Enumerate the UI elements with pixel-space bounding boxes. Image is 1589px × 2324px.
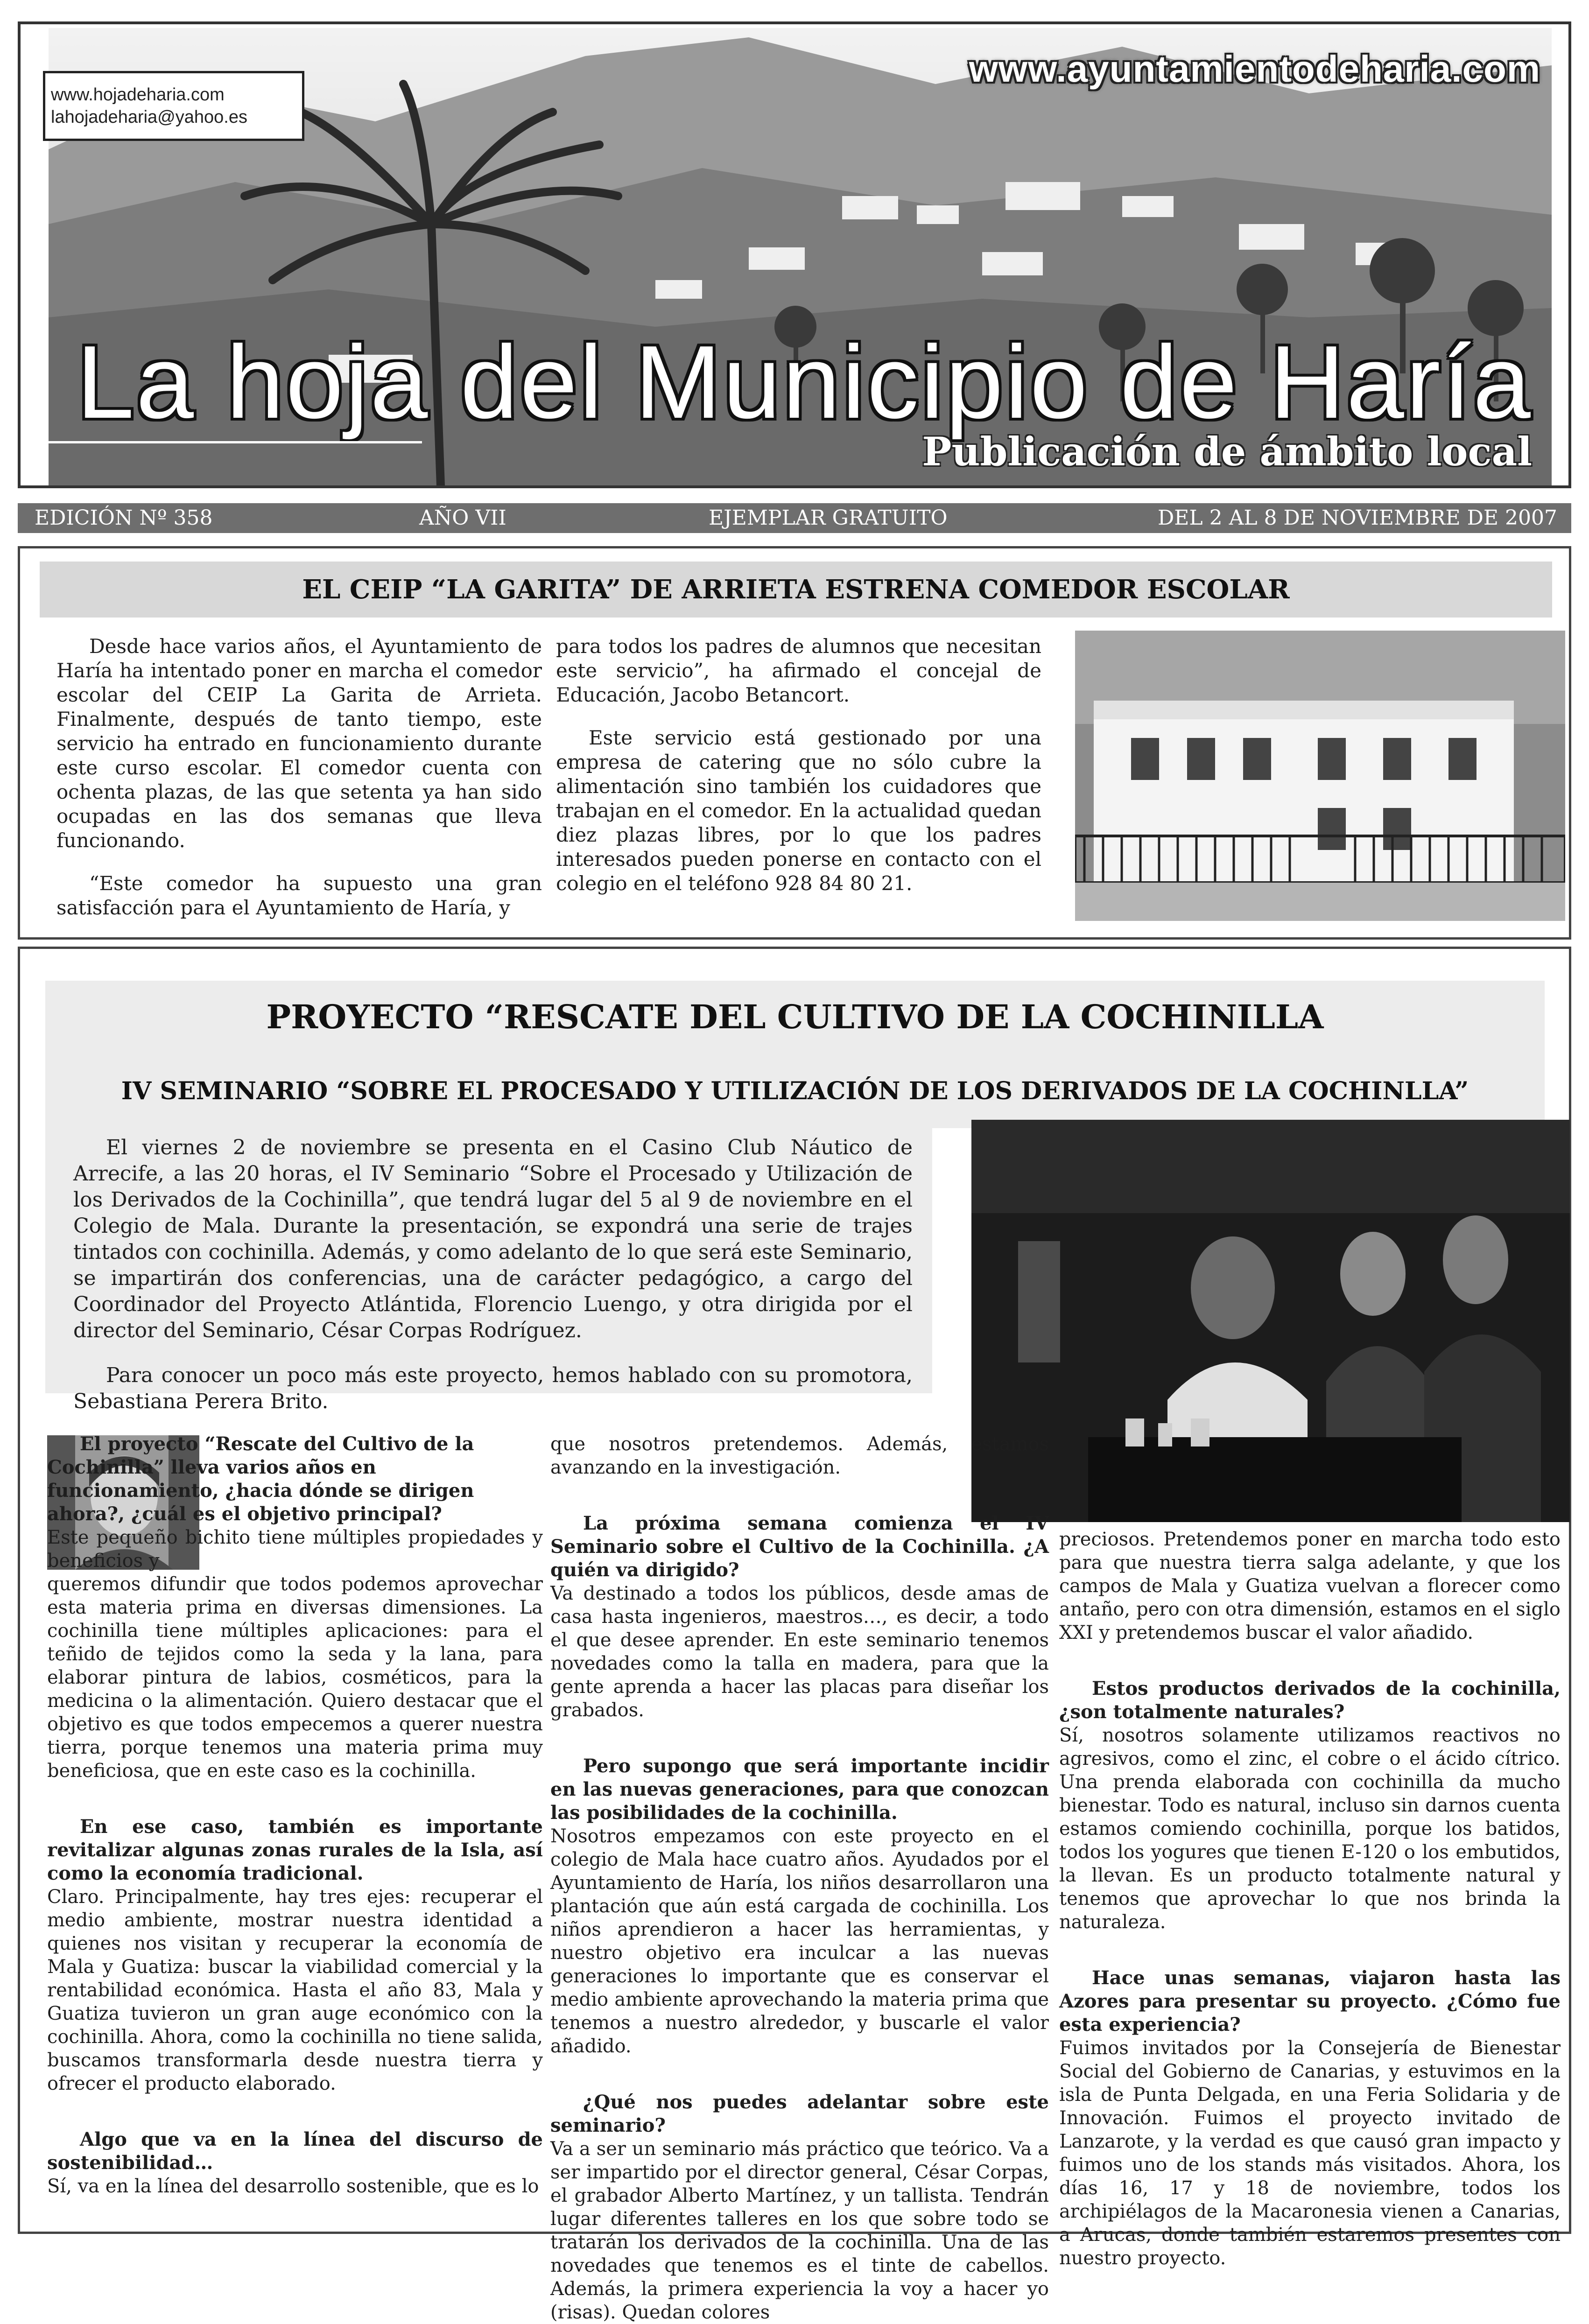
- edition-year: AÑO VII: [419, 506, 506, 530]
- interview-answer: Fuimos invitados por la Consejería de Bienestar Social del Gobierno de Canarias, y estuvimos en la isla de Punta Delgada, en una Feria Solidaria y de Innovación. Fuimos el proyecto invitado de Lanzarote, y la verdad es que causó gran impacto y fuimos uno de los stands más visitados. Ahora, los días 16, 17 y 18 de noviembre, todos los archipiélagos de la Macaronesia vienen a Canarias, a Arucas, donde también estaremos presentes con nuestro proyecto.: [1059, 2037, 1561, 2269]
- edition-dates: DEL 2 AL 8 DE NOVIEMBRE DE 2007: [1158, 506, 1557, 530]
- article-headline: PROYECTO “RESCATE DEL CULTIVO DE LA COCHINILLA: [266, 997, 1324, 1036]
- interview-question: La próxima semana comienza el IV Seminario sobre el Cultivo de la Cochinilla. ¿A quién va dirigido?: [550, 1512, 1049, 1581]
- paragraph: para todos los padres de alumnos que necesitan este servicio”, ha afirmado el concejal de Educación, Jacobo Betancort.: [556, 635, 1041, 706]
- site-url-link[interactable]: www.ayuntamientodeharia.com: [969, 48, 1540, 90]
- interview-answer: preciosos. Pretendemos poner en marcha todo esto para que nuestra tierra salga adelante, y que los campos de Mala y Guatiza vuelvan a florecer como antaño, pero con otra dimensión, estamos en el siglo XXI y pretendemos buscar el valor añadido.: [1059, 1529, 1561, 1643]
- contact-email-link[interactable]: lahojadeharia@yahoo.es: [51, 107, 247, 127]
- interview-question: El proyecto “Rescate del Cultivo de la Cochinilla” lleva varios años en funcionamiento, ¿hacia dónde se dirigen ahora?, ¿cuál es el objetivo principal?: [47, 1433, 474, 1525]
- interview-question: Pero supongo que será importante incidir en las nuevas generaciones, para que conozcan las posibilidades de la cochinilla.: [550, 1755, 1049, 1824]
- newspaper-title: La hoja del Municipio de Haría: [77, 324, 1533, 440]
- edition-bar: [18, 503, 1571, 533]
- newspaper-subtitle: Publicación de ámbito local: [922, 428, 1532, 475]
- paragraph: Este servicio está gestionado por una empresa de catering que no sólo cubre la alimentación sino también los cuidadores que trabajan en el comedor. En la actualidad quedan diez plazas libres, por lo que los padres interesados pueden ponerse en contacto con el colegio en el teléfono 928 84 80 21.: [556, 726, 1041, 895]
- interview-answer: Va a ser un seminario más práctico que teórico. Va a ser impartido por el director general, César Corpas, el grabador Alberto Martínez, y un tallista. Tendrán lugar diferentes talleres en los que sobre todo se tratarán los derivados de la cochinilla. Una de las novedades que tenemos es el tinte de cabellos. Además, la primera experiencia la voy a hacer yo (risas). Quedan colores: [550, 2138, 1049, 2323]
- interview-answer: Este pequeño bichito tiene múltiples propiedades y beneficios y: [47, 1527, 543, 1572]
- paragraph: Para conocer un poco más este proyecto, hemos hablado con su promotora, Sebastiana Perera Brito.: [73, 1363, 913, 1413]
- article-intro-box: [45, 1116, 932, 1413]
- article-subheadline: IV SEMINARIO “SOBRE EL PROCESADO Y UTILIZACIÓN DE LOS DERIVADOS DE LA COCHINLLA”: [121, 1077, 1469, 1105]
- interview-answer: Va destinado a todos los públicos, desde amas de casa hasta ingenieros, maestros…, es decir, a todo el que desee aprender. En este seminario tenemos novedades como la talla en madera, para que la gente aprenda a hacer las placas para diseñar los grabados.: [550, 1583, 1049, 1721]
- headline-box: [45, 981, 1545, 1128]
- article-headline: EL CEIP “LA GARITA” DE ARRIETA ESTRENA COMEDOR ESCOLAR: [40, 562, 1552, 618]
- article-cochinilla: [18, 947, 1571, 2323]
- paragraph: El viernes 2 de noviembre se presenta en el Casino Club Náutico de Arrecife, a las 20 horas, el IV Seminario “Sobre el Procesado y Utilización de los Derivados de la Cochinilla”, que tendrá lugar del 5 al 9 de noviembre en el Colegio de Mala. Durante la presentación, se expondrá una serie de trajes tintados con cochinilla. Además, y como adelanto de lo que será este Seminario, se impartirán dos conferencias, una de carácter pedagógico, a cargo del Coordinador del Proyecto Atlántida, Florencio Luengo, y otra dirigida por el director del Seminario, César Corpas Rodríguez.: [73, 1136, 913, 1342]
- paragraph: Desde hace varios años, el Ayuntamiento de Haría ha intentado poner en marcha el comedor escolar del CEIP La Garita de Arrieta. Finalmente, después de tanto tiempo, este servicio ha entrado en funcionamiento durante este curso escolar. El comedor cuenta con ochenta plazas, de las que setenta ya han sido ocupadas en las dos semanas que lleva funcionando.: [56, 635, 542, 852]
- edition-price: EJEMPLAR GRATUITO: [709, 506, 948, 530]
- interview-question: Estos productos derivados de la cochinilla, ¿son totalmente naturales?: [1059, 1678, 1561, 1723]
- article-comedor-escolar: [18, 546, 1571, 940]
- interview-column: [1059, 1528, 1561, 2270]
- interview-answer: Claro. Principalmente, hay tres ejes: recuperar el medio ambiente, mostrar nuestra identidad a quienes nos visitan y recuperar la economía de Mala y Guatiza: buscar la viabilidad comercial y la rentabilidad económica. Hasta el año 83, Mala y Guatiza tuvieron un gran auge económico con la cochinilla. Ahora, como la cochinilla no tiene salida, buscamos transformarla desde nuestra tierra y ofrecer el producto elaborado.: [47, 1886, 543, 2094]
- interview-answer: Sí, nosotros solamente utilizamos reactivos no agresivos, como el zinc, el cobre o el ácido cítrico. Una prenda elaborada con cochinilla da mucho bienestar. Todo es natural, incluso sin darnos cuenta estamos comiendo cochinilla, porque los batidos, todos los yogures que tienen E-120 o los embutidos, la llevan. Es un producto totalmente natural y tenemos que aprovechar lo que nos brinda la naturaleza.: [1059, 1725, 1561, 1933]
- title-rule: [49, 441, 422, 443]
- contact-website-link[interactable]: www.hojadeharia.com: [51, 85, 225, 105]
- interview-question: En ese caso, también es importante revitalizar algunas zonas rurales de la Isla, así como la economía tradicional.: [47, 1816, 543, 1884]
- article-column: [556, 634, 1041, 914]
- masthead: [18, 21, 1571, 488]
- interview-question: Algo que va en la línea del discurso de sostenibilidad…: [47, 2128, 543, 2174]
- article-column: [56, 634, 542, 939]
- interview-answer: Nosotros empezamos con este proyecto en el colegio de Mala hace cuatro años. Ayudados por el Ayuntamiento de Haría, los niños desarrollaron una plantación que aún está cargada de cochinilla. Los niños aprendieron a hacer las herramientas, y nuestro objetivo era inculcar a las nuevas generaciones lo importante que es conservar el medio ambiente aprovechando la materia prima que tenemos a nuestro alrededor, y buscarle el valor añadido.: [550, 1825, 1049, 2057]
- interview-question: ¿Qué nos puedes adelantar sobre este seminario?: [550, 2091, 1049, 2136]
- contact-box: [43, 71, 304, 141]
- seminar-presentation-photo: [971, 1120, 1570, 1522]
- edition-number: EDICIÓN Nº 358: [35, 506, 213, 530]
- interview-column: [550, 1432, 1049, 2324]
- paragraph: “Este comedor ha supuesto una gran satisfacción para el Ayuntamiento de Haría, y: [56, 872, 542, 919]
- interview-answer: queremos difundir que todos podemos aprovechar esta materia prima en diversas dimensiones. La cochinilla tiene múltiples aplicaciones: para el teñido de tejidos como la seda y la lana, para elaborar pintura de labios, cosméticos, para la medicina o la alimentación. Quiero destacar que el objetivo es que todos empecemos a querer nuestra tierra, porque tenemos una materia prima muy beneficiosa, que en este caso es la cochinilla.: [47, 1573, 543, 1782]
- interview-column: [47, 1432, 543, 2198]
- interview-answer: que nosotros pretendemos. Además, estamos avanzando en la investigación.: [550, 1433, 1049, 1478]
- interview-answer: Sí, va en la línea del desarrollo sostenible, que es lo: [47, 2176, 539, 2197]
- interview-question: Hace unas semanas, viajaron hasta las Azores para presentar su proyecto. ¿Cómo fue esta experiencia?: [1059, 1967, 1561, 2036]
- school-building-photo: [1075, 631, 1565, 921]
